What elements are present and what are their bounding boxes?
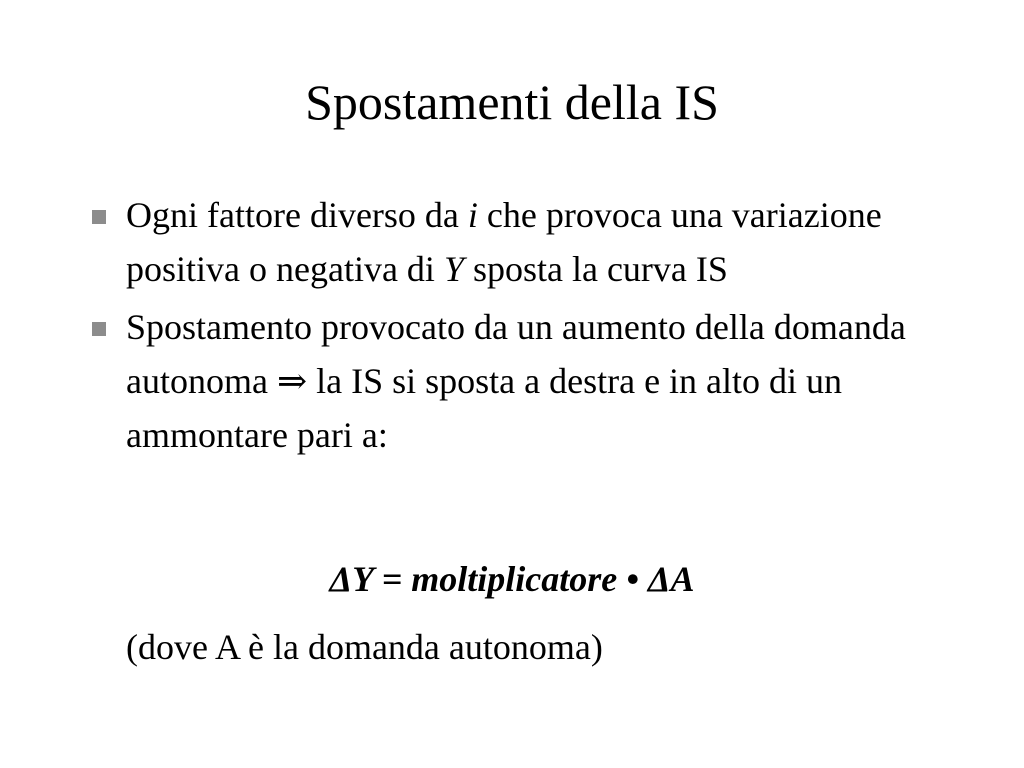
bullet-text: Spostamento provocato da un aumento della domanda autonoma ⇒ la IS si sposta a destra e in alto di un ammontare pari a: (126, 307, 906, 455)
bullet-list (88, 188, 948, 466)
implies-arrow-icon: ⇒ (276, 361, 308, 401)
formula-note: (dove A è la domanda autonoma) (126, 627, 603, 667)
square-bullet-icon (92, 322, 106, 336)
multiplier-formula: ΔY = moltiplicatore • ΔA (329, 559, 695, 599)
bullet-item-2 (88, 300, 948, 462)
slide-title: Spostamenti della IS (305, 74, 719, 130)
variable-i: i (467, 195, 478, 235)
bullet-text: Ogni fattore diverso da i che provoca una variazione positiva o negativa di Y sposta la curva IS (126, 195, 882, 289)
variable-y: Y (443, 249, 464, 289)
square-bullet-icon (92, 210, 106, 224)
bullet-item-1 (88, 188, 948, 296)
